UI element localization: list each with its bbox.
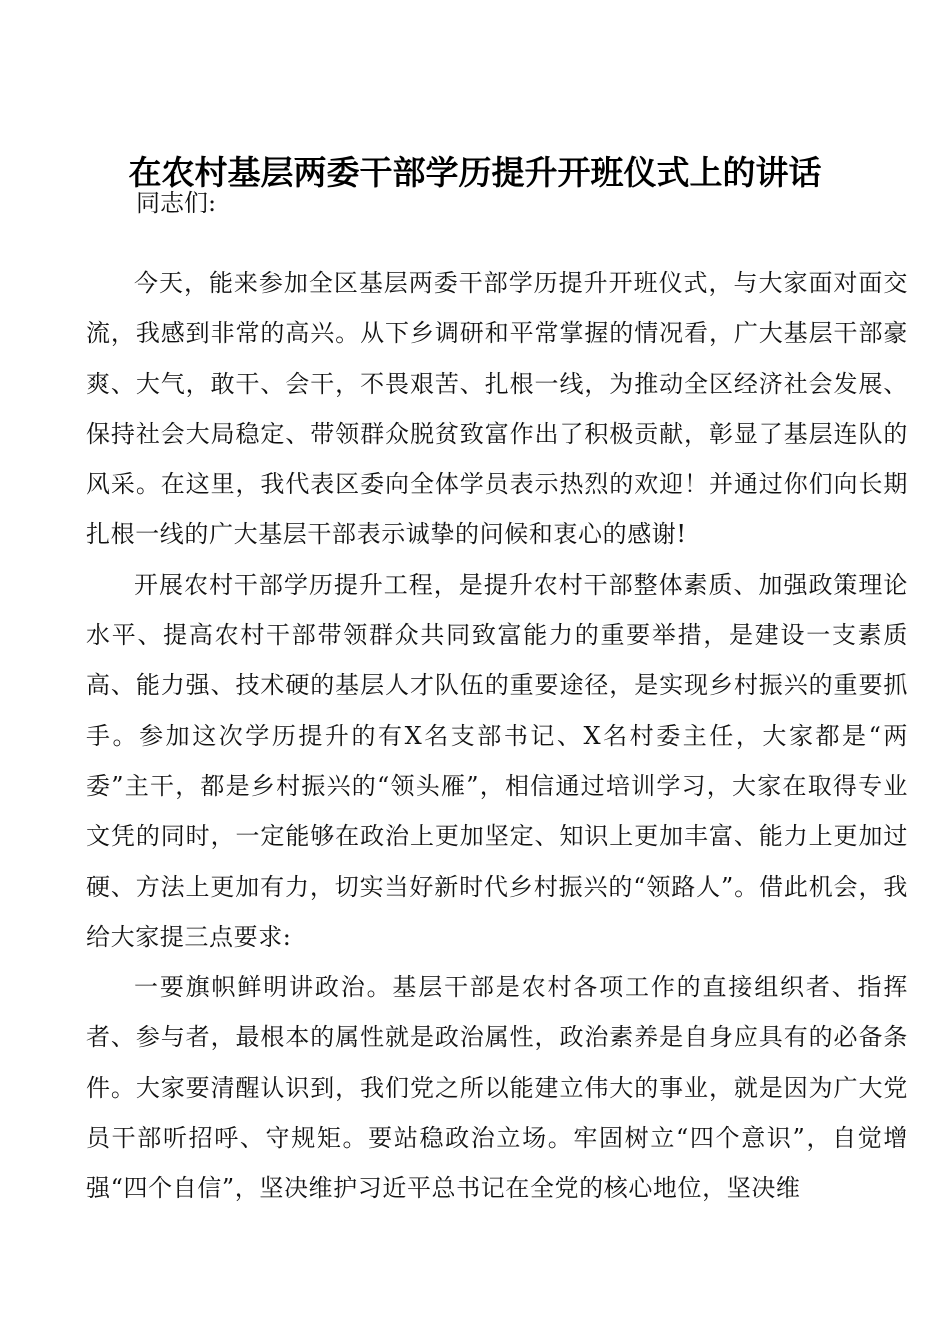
salutation: 同志们: bbox=[136, 189, 217, 217]
paragraph-2: 开展农村干部学历提升工程，是提升农村干部整体素质、加强政策理论水平、提高农村干部带领群众共同致富能力的重要举措，是建设一支素质高、能力强、技术硬的基层人才队伍的重要途径，是实现乡村振兴的重要抓手。参加这次学历提升的有X名支部书记、X名村委主任，大家都是“两委”主干，都是乡村振兴的“领头雁”，相信通过培训学习，大家在取得专业文凭的同时，一定能够在政治上更加坚定、知识上更加丰富、能力上更加过硬、方法上更加有力，切实当好新时代乡村振兴的“领路人”。借此机会，我给大家提三点要求: bbox=[86, 570, 908, 951]
paragraph-1: 今天，能来参加全区基层两委干部学历提升开班仪式，与大家面对面交流，我感到非常的高兴。从下乡调研和平常掌握的情况看，广大基层干部豪爽、大气，敢干、会干，不畏艰苦、扎根一线，为推动全区经济社会发展、保持社会大局稳定、带领群众脱贫致富作出了积极贡献，彰显了基层连队的风采。在这里，我代表区委向全体学员表示热烈的欢迎！并通过你们向长期扎根一线的广大基层干部表示诚挚的问候和衷心的感谢! bbox=[86, 269, 908, 549]
document-body bbox=[86, 258, 908, 1214]
document-title: 在农村基层两委干部学历提升开班仪式上的讲话 bbox=[128, 153, 822, 192]
paragraph-3: 一要旗帜鲜明讲政治。基层干部是农村各项工作的直接组织者、指挥者、参与者，最根本的属性就是政治属性，政治素养是自身应具有的必备条件。大家要清醒认识到，我们党之所以能建立伟大的事业，就是因为广大党员干部听招呼、守规矩。要站稳政治立场。牢固树立“四个意识”，自觉增强“四个自信”，坚决维护习近平总书记在全党的核心地位，坚决维 bbox=[86, 973, 908, 1203]
